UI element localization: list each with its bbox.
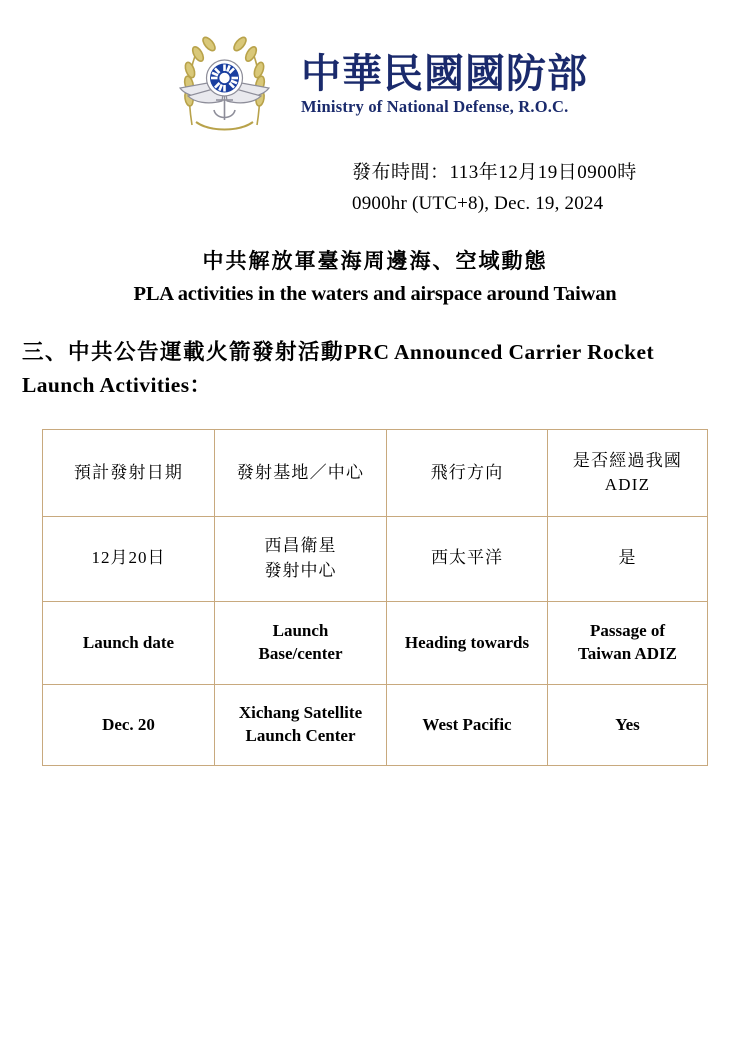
roc-mnd-emblem-icon — [162, 30, 287, 135]
release-time-cn: 發布時間：113年12月19日0900時 — [352, 162, 637, 183]
cell-text: Base/center — [258, 643, 343, 663]
page-title — [0, 246, 750, 310]
cell-text: Heading towards — [404, 632, 530, 652]
cell-text: 西太平洋 — [431, 548, 503, 568]
cell-text: 是 — [618, 548, 637, 568]
table-header-cell — [215, 429, 387, 516]
cell-text: 發射中心 — [264, 560, 337, 580]
table-header-row-cn — [43, 429, 708, 516]
table-cell — [387, 684, 548, 765]
table-cell — [387, 516, 548, 601]
cell-text: Taiwan ADIZ — [577, 643, 678, 663]
release-time-block — [0, 157, 750, 220]
table-row — [43, 684, 708, 765]
ministry-name-cn: 中華民國國防部 — [301, 50, 588, 96]
section-heading-en: PRC Announced Carrier Rocket Launch Activities： — [22, 339, 655, 398]
table-header-cell — [548, 429, 708, 516]
cell-text: 飛行方向 — [430, 462, 504, 482]
cell-text: 12月20日 — [91, 548, 166, 568]
cell-text: Yes — [615, 714, 640, 734]
cell-text: 是否經過我國 — [572, 450, 683, 470]
cell-text: Xichang Satellite — [238, 703, 363, 723]
cell-text: West Pacific — [422, 714, 512, 734]
cell-text: Dec. 20 — [102, 714, 155, 734]
document-header — [0, 0, 750, 135]
cell-text: Launch Center — [245, 725, 356, 745]
table-header-cell — [43, 601, 215, 684]
table-cell — [43, 516, 215, 601]
table-cell — [215, 684, 387, 765]
cell-text: Launch — [272, 621, 329, 641]
table-cell — [43, 684, 215, 765]
table-header-cell — [548, 601, 708, 684]
table-header-cell — [215, 601, 387, 684]
launch-activities-table-wrap — [42, 429, 707, 766]
table-row — [43, 516, 708, 601]
table-header-cell — [43, 429, 215, 516]
ministry-name-en: Ministry of National Defense, R.O.C. — [301, 96, 569, 116]
ministry-title — [301, 50, 588, 117]
cell-text: Passage of — [589, 621, 666, 641]
section-heading-cn: 三、中共公告運載火箭發射活動 — [22, 339, 345, 364]
release-time-en: 0900hr (UTC+8), Dec. 19, 2024 — [352, 193, 604, 215]
table-header-row-en — [43, 601, 708, 684]
cell-text: Launch date — [82, 632, 175, 652]
launch-activities-table — [42, 429, 708, 766]
page-title-en: PLA activities in the waters and airspace around Taiwan — [133, 283, 617, 306]
table-cell — [548, 516, 708, 601]
table-cell — [215, 516, 387, 601]
cell-text: 發射基地／中心 — [236, 462, 365, 482]
page-title-cn: 中共解放軍臺海周邊海、空域動態 — [202, 248, 548, 273]
cell-text: ADIZ — [604, 474, 651, 494]
cell-text: 預計發射日期 — [73, 462, 184, 482]
table-cell — [548, 684, 708, 765]
table-header-cell — [387, 429, 548, 516]
section-heading — [0, 336, 750, 403]
cell-text: 西昌衛星 — [264, 535, 337, 555]
table-header-cell — [387, 601, 548, 684]
